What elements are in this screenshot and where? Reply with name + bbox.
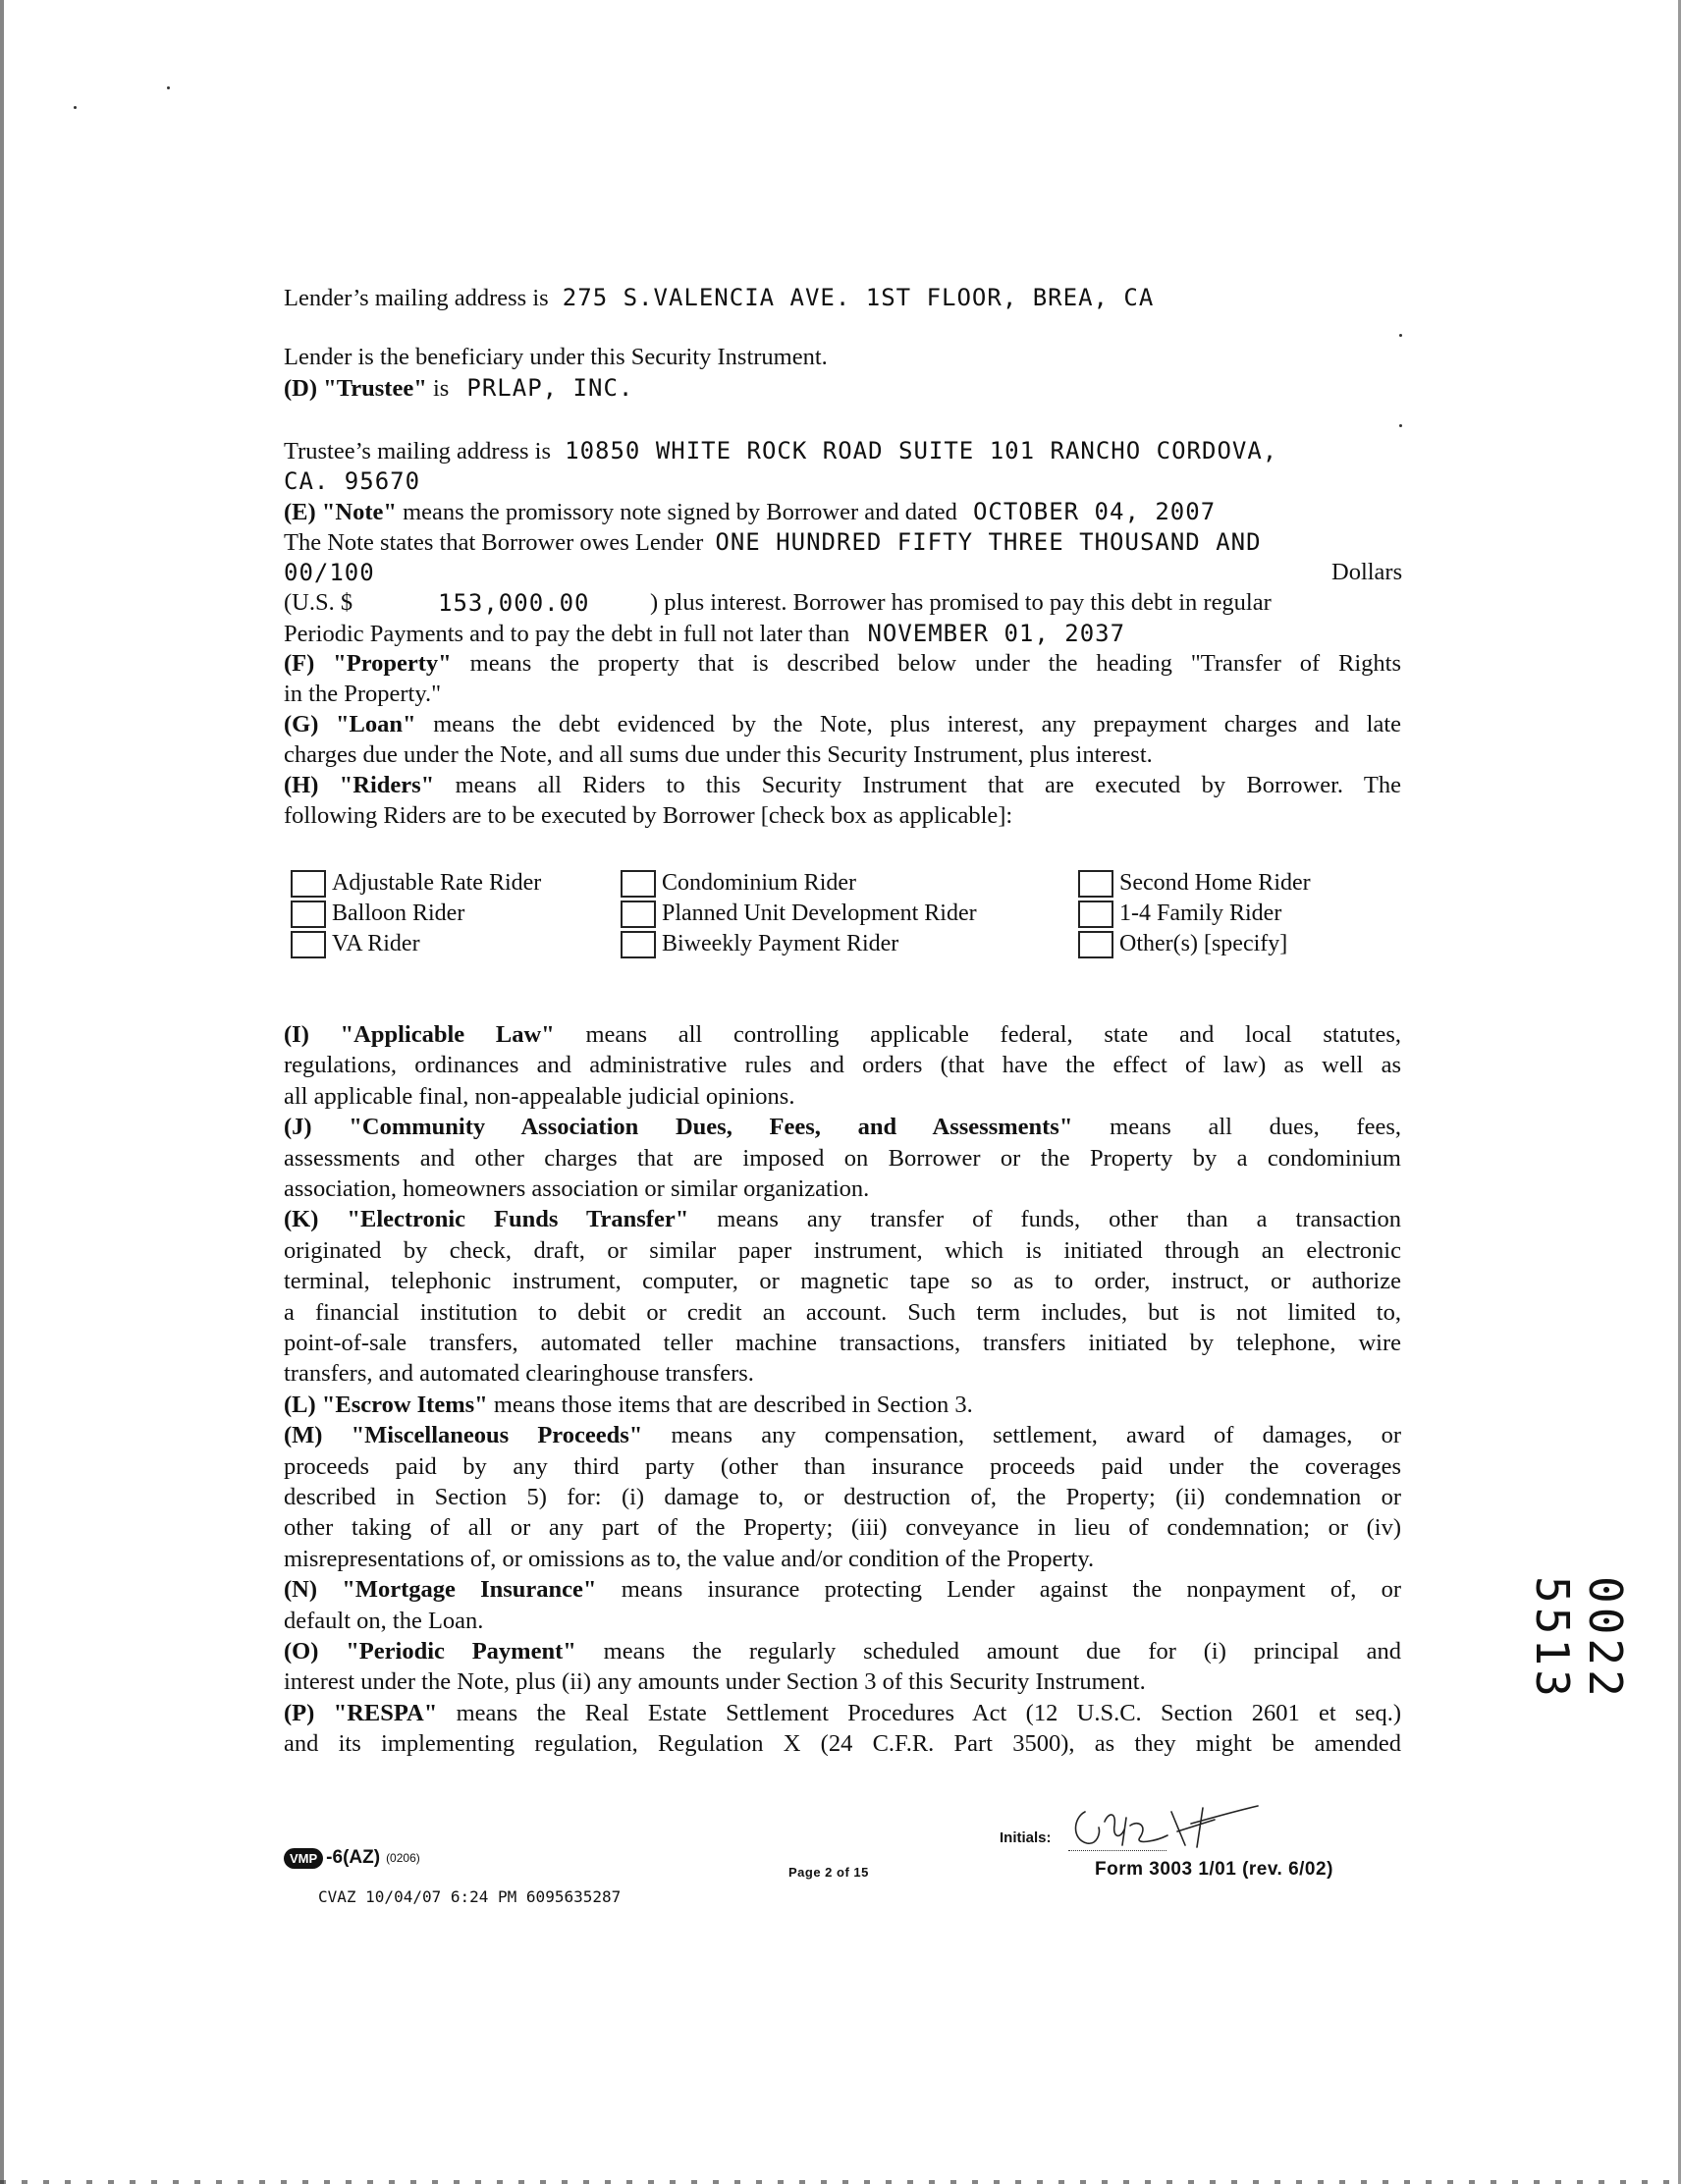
- definition-line: [284, 650, 1401, 678]
- rider-option[interactable]: [291, 868, 541, 899]
- trustee-address-line: [284, 437, 1277, 465]
- note-label: (E) "Note": [284, 499, 397, 525]
- definition-line: [284, 1237, 1401, 1265]
- definition-line: [284, 681, 441, 708]
- definition-line: [284, 1299, 1401, 1327]
- definition-line: [284, 1175, 869, 1203]
- definition-text: proceeds paid by any third party (other than insurance proceeds paid under the coverages: [284, 1453, 1401, 1480]
- rider-label: 1-4 Family Rider: [1119, 901, 1282, 926]
- definition-line: [284, 1700, 1401, 1727]
- definition-line: [284, 1206, 1401, 1233]
- definition-text: means all controlling applicable federal, state and local statutes,: [554, 1021, 1401, 1048]
- definition-line: [284, 1330, 1401, 1357]
- definition-text: regulations, ordinances and administrative rules and orders (that have the effect of law) as well as: [284, 1052, 1401, 1078]
- definition-term: (L) "Escrow Items": [284, 1392, 488, 1418]
- rider-checkbox[interactable]: [1078, 901, 1113, 928]
- definition-term: (O) "Periodic Payment": [284, 1638, 576, 1665]
- form-code: -6(AZ): [326, 1847, 381, 1868]
- note-amount-words-1: ONE HUNDRED FIFTY THREE THOUSAND AND: [715, 528, 1262, 556]
- scan-edge-left: [0, 0, 4, 2184]
- definition-text: all applicable final, non-appealable judicial opinions.: [284, 1083, 795, 1110]
- definition-term: (N) "Mortgage Insurance": [284, 1576, 597, 1603]
- definition-text: assessments and other charges that are imposed on Borrower or the Property by a condominium: [284, 1145, 1401, 1172]
- rider-checkbox[interactable]: [1078, 931, 1113, 958]
- definition-term: (H) "Riders": [284, 772, 435, 798]
- definition-line: [284, 802, 1012, 830]
- rider-option[interactable]: [1078, 868, 1311, 899]
- definition-text: means the property that is described below under the heading "Transfer of Rights: [451, 650, 1401, 677]
- scan-speck: [1399, 334, 1402, 337]
- definition-text: described in Section 5) for: (i) damage to, or destruction of, the Property; (ii) condemnation or: [284, 1484, 1401, 1510]
- definition-line: [284, 1453, 1401, 1481]
- lender-beneficiary-text: Lender is the beneficiary under this Security Instrument.: [284, 344, 828, 370]
- scan-speck: [167, 86, 170, 89]
- definition-text: means the debt evidenced by the Note, plus interest, any prepayment charges and late: [415, 711, 1401, 737]
- note-plus-text: ) plus interest. Borrower has promised to pay this debt in regular: [650, 589, 1272, 616]
- definition-term: (G) "Loan": [284, 711, 416, 737]
- note-text: means the promissory note signed by Borrower and dated: [403, 499, 957, 525]
- definition-term: (I) "Applicable Law": [284, 1021, 555, 1048]
- scan-edge-bottom: [0, 2180, 1681, 2184]
- definition-text: misrepresentations of, or omissions as to, the value and/or condition of the Property.: [284, 1546, 1095, 1572]
- lender-address-value: 275 S.VALENCIA AVE. 1ST FLOOR, BREA, CA: [562, 284, 1155, 311]
- definition-line: [284, 1514, 1401, 1542]
- definition-line: [284, 1422, 1401, 1449]
- form-revision: (0206): [386, 1851, 420, 1865]
- definition-text: means any transfer of funds, other than a transaction: [688, 1206, 1401, 1232]
- definition-text: means the regularly scheduled amount due for (i) principal and: [575, 1638, 1401, 1665]
- definition-term: (P) "RESPA": [284, 1700, 438, 1726]
- definition-line: [284, 1145, 1401, 1173]
- definition-text: means the Real Estate Settlement Procedures Act (12 U.S.C. Section 2601 et seq.): [437, 1700, 1401, 1726]
- initials-signature: [1065, 1782, 1272, 1856]
- fax-stamp-line: CVAZ 10/04/07 6:24 PM 6095635287: [318, 1887, 622, 1906]
- trustee-address-line2: CA. 95670: [284, 467, 421, 495]
- definition-term: (M) "Miscellaneous Proceeds": [284, 1422, 643, 1448]
- note-periodic-text: Periodic Payments and to pay the debt in full not later than: [284, 621, 850, 647]
- rider-option[interactable]: [621, 899, 977, 929]
- definition-term: (F) "Property": [284, 650, 452, 677]
- rider-option[interactable]: [291, 929, 420, 959]
- note-dollars-label: Dollars: [1331, 559, 1403, 585]
- definition-text: terminal, telephonic instrument, computer, or magnetic tape so as to order, instruct, or authorize: [284, 1268, 1401, 1294]
- trustee-address-label: Trustee’s mailing address is: [284, 438, 551, 464]
- definition-text: means all Riders to this Security Instrument that are executed by Borrower. The: [434, 772, 1401, 798]
- note-owes-line: [284, 528, 1262, 557]
- trustee-name: PRLAP, INC.: [466, 374, 634, 402]
- definition-term: (J) "Community Association Dues, Fees, and Assessments": [284, 1114, 1073, 1140]
- definition-line: [284, 1052, 1401, 1079]
- definition-text: transfers, and automated clearinghouse transfers.: [284, 1360, 754, 1387]
- definition-line: [284, 1668, 1146, 1696]
- page-number: Page 2 of 15: [788, 1865, 869, 1880]
- rider-checkbox[interactable]: [291, 870, 326, 898]
- definition-text: a financial institution to debit or credit an account. Such term includes, but is not limited to,: [284, 1299, 1401, 1326]
- rider-label: Condominium Rider: [662, 870, 856, 896]
- trustee-address-line1: 10850 WHITE ROCK ROAD SUITE 101 RANCHO CORDOVA,: [565, 437, 1278, 464]
- definition-text: means those items that are described in Section 3.: [487, 1392, 973, 1418]
- rider-checkbox[interactable]: [291, 931, 326, 958]
- rider-checkbox[interactable]: [291, 901, 326, 928]
- note-amount-words-2: 00/100: [284, 559, 375, 586]
- rider-label: Other(s) [specify]: [1119, 931, 1288, 956]
- definition-line: [284, 1083, 794, 1111]
- note-owes-text: The Note states that Borrower owes Lender: [284, 529, 704, 556]
- definition-text: association, homeowners association or similar organization.: [284, 1175, 870, 1202]
- definition-text: and its implementing regulation, Regulation X (24 C.F.R. Part 3500), as they might be amended: [284, 1730, 1401, 1757]
- definition-line: [284, 711, 1401, 738]
- rider-checkbox[interactable]: [621, 901, 656, 928]
- definition-line: [284, 1546, 1094, 1573]
- definition-text: means all dues, fees,: [1072, 1114, 1401, 1140]
- definition-text: means insurance protecting Lender against the nonpayment of, or: [596, 1576, 1401, 1603]
- trustee-is: is: [432, 375, 450, 402]
- definition-text: point-of-sale transfers, automated teller machine transactions, transfers initiated by telephone, wire: [284, 1330, 1401, 1356]
- definition-text: interest under the Note, plus (ii) any amounts under Section 3 of this Security Instrument.: [284, 1668, 1146, 1695]
- rider-option[interactable]: [1078, 899, 1281, 929]
- definition-line: [284, 1608, 483, 1635]
- rider-checkbox[interactable]: [621, 870, 656, 898]
- rider-checkbox[interactable]: [1078, 870, 1113, 898]
- trustee-line: [284, 374, 633, 403]
- rider-option[interactable]: [621, 929, 898, 959]
- definition-line: [284, 741, 1153, 769]
- note-definition-line: [284, 498, 1216, 526]
- definition-term: (K) "Electronic Funds Transfer": [284, 1206, 689, 1232]
- rider-label: VA Rider: [332, 931, 420, 956]
- rider-label: Biweekly Payment Rider: [662, 931, 899, 956]
- note-amount-line: [284, 589, 352, 617]
- note-date: OCTOBER 04, 2007: [972, 498, 1217, 525]
- rider-label: Adjustable Rate Rider: [332, 870, 542, 896]
- definition-text: charges due under the Note, and all sums due under this Security Instrument, plus interest.: [284, 741, 1153, 768]
- vmp-logo: VMP: [284, 1848, 323, 1869]
- form-number: Form 3003 1/01 (rev. 6/02): [1095, 1859, 1333, 1880]
- trustee-label: (D) "Trustee": [284, 375, 427, 402]
- definition-line: [284, 1484, 1401, 1511]
- definition-text: means any compensation, settlement, award of damages, or: [642, 1422, 1401, 1448]
- scan-speck: [74, 106, 77, 109]
- rider-label: Second Home Rider: [1119, 870, 1311, 896]
- footer-form-code: [284, 1847, 420, 1869]
- rider-label: Planned Unit Development Rider: [662, 901, 977, 926]
- definition-line: [284, 1021, 1401, 1049]
- definition-text: in the Property.": [284, 681, 442, 707]
- definition-text: following Riders are to be executed by Borrower [check box as applicable]:: [284, 802, 1013, 829]
- definition-line: [284, 1730, 1401, 1758]
- lender-address-line: [284, 284, 1154, 312]
- definition-text: originated by check, draft, or similar paper instrument, which is initiated through an electronic: [284, 1237, 1401, 1264]
- rider-option[interactable]: [621, 868, 856, 899]
- side-document-stamp: 0022 5513: [1526, 1576, 1632, 1701]
- definition-line: [284, 772, 1401, 799]
- initials-label: Initials:: [1000, 1829, 1052, 1846]
- note-us-prefix: (U.S. $: [284, 589, 353, 616]
- rider-option[interactable]: [291, 899, 464, 929]
- definition-line: [284, 1360, 754, 1388]
- lender-address-label: Lender’s mailing address is: [284, 285, 549, 311]
- definition-line: [284, 1576, 1401, 1604]
- note-maturity-line: [284, 620, 1125, 648]
- definition-line: [284, 1114, 1401, 1141]
- definition-line: [284, 1392, 973, 1419]
- scan-speck: [1399, 424, 1402, 427]
- definition-line: [284, 1638, 1401, 1665]
- definition-text: other taking of all or any part of the Property; (iii) conveyance in lieu of condemnation; or (iv): [284, 1514, 1401, 1541]
- rider-checkbox[interactable]: [621, 931, 656, 958]
- definition-line: [284, 1268, 1401, 1295]
- note-amount-number: 153,000.00: [438, 589, 590, 617]
- definition-text: default on, the Loan.: [284, 1608, 484, 1634]
- rider-option[interactable]: [1078, 929, 1287, 959]
- note-maturity-date: NOVEMBER 01, 2037: [867, 620, 1126, 647]
- rider-label: Balloon Rider: [332, 901, 465, 926]
